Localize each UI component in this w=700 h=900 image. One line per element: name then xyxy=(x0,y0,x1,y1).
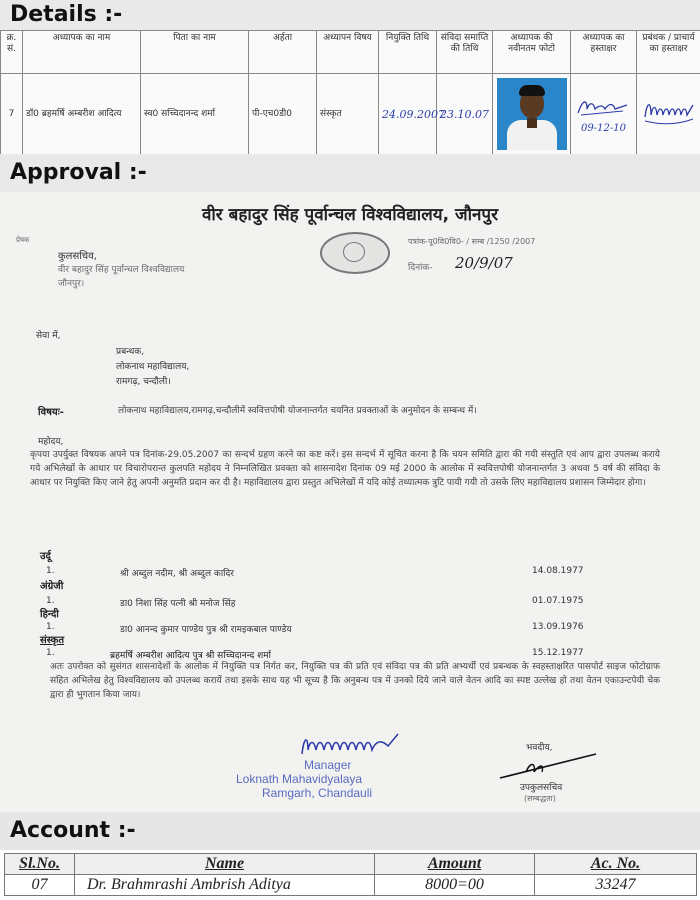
teacher-signature-date: 09-12-10 xyxy=(581,122,626,134)
teacher-photo xyxy=(497,78,567,150)
account-table-container xyxy=(0,850,700,900)
candidate-name: श्री अब्दुल नदीम, श्री अब्दुल कादिर xyxy=(120,569,234,579)
column-header: Amount xyxy=(375,854,535,875)
column-header: Name xyxy=(75,854,375,875)
letter-body: कृपया उपर्युक्त विषयक अपने पत्र दिनांक-29.05.2007 का सन्दर्भ ग्रहण करने का कष्ट करें। इस सन्दर्भ में सूचित करना है कि चयन समिति द्वारा की गयी संस्तुति एवं आप द्वारा उपलब्ध कराये गये अभिलेखों के आधार पर विचारोपरान्त कुलपति महोदय ने निम्नलिखित प्रवक्ता को शासनादेश दिनांक 09 मई 2000 के आलोक में स्ववित्तपोषी योजनान्तर्गत 3 अथवा 5 वर्ष की संविदा के आधार पर नियुक्ति किए जाने हेतु अपनी अनुमति प्रदान कर दी है। महाविद्यालय द्वारा प्रस्तुत अभिलेखों में यदि कोई तथ्यात्मक त्रुटि पायी गयी तो उसके लिए महाविद्यालय प्रशासन जिम्मेदार होगा। xyxy=(30,450,660,488)
signatory-title: उपकुलसचिव xyxy=(520,783,563,793)
deputy-registrar-signature xyxy=(496,748,606,782)
stamp-line: Ramgarh, Chandauli xyxy=(262,786,373,800)
column-header: पिता का नाम xyxy=(141,31,249,74)
manager-signature xyxy=(641,95,697,129)
section-label: संस्कृत xyxy=(40,635,65,646)
table-row xyxy=(5,875,697,896)
section-label: हिन्दी xyxy=(40,609,59,620)
recipient-label: सेवा में, xyxy=(36,331,61,341)
details-heading: Details :- xyxy=(10,2,123,27)
teacher-name-cell: डॉ0 ब्रहमर्षि अम्बरीश आदित्य xyxy=(23,74,141,155)
stamp-line: Manager xyxy=(304,758,352,772)
candidate-dob: 15.12.1977 xyxy=(532,648,584,658)
column-header: नियुक्ति तिथि xyxy=(379,31,437,74)
sender-line: कुलसचिव, xyxy=(58,251,97,262)
account-table xyxy=(4,853,697,896)
column-header: अध्यापक का हस्ताक्षर xyxy=(571,31,637,74)
appointment-date-cell: 24.09.2007 xyxy=(379,74,437,155)
account-name-cell: Dr. Brahmrashi Ambrish Aditya xyxy=(75,875,375,896)
account-heading-band xyxy=(0,812,700,850)
candidate-dob: 14.08.1977 xyxy=(532,566,584,576)
yours-faithfully: भवदीय, xyxy=(526,743,553,753)
candidate-dob: 13.09.1976 xyxy=(532,622,584,632)
university-title: वीर बहादुर सिंह पूर्वान्चल विश्वविद्यालय, जौनपुर xyxy=(201,205,499,225)
column-header: अध्यापन विषय xyxy=(317,31,379,74)
amount-cell: 8000=00 xyxy=(375,875,535,896)
manager-letter-signature xyxy=(296,728,406,760)
sender-line: जौनपुर। xyxy=(58,279,85,289)
teacher-signature-cell xyxy=(571,74,637,155)
serial-number-cell: 07 xyxy=(5,875,75,896)
candidate-name: ब्रहमर्षि अम्बरीश आदित्य पुत्र श्री सच्चिदानन्द शर्मा xyxy=(110,651,272,661)
sender-label: प्रेषक xyxy=(16,236,30,244)
list-number: 1. xyxy=(46,648,55,658)
section-label: उर्दू xyxy=(40,551,51,562)
subject-label: विषयः- xyxy=(38,407,64,418)
account-header-row xyxy=(5,854,697,875)
candidate-name: डा0 आनन्द कुमार पाण्डेय पुत्र श्री रामइकबाल पाण्डेय xyxy=(120,625,292,635)
signatory-subtitle: (सम्बद्धता) xyxy=(524,794,556,803)
table-row xyxy=(1,74,700,155)
column-header: Ac. No. xyxy=(535,854,697,875)
letter-date: 20/9/07 xyxy=(455,254,513,272)
approval-letter xyxy=(0,192,700,812)
reference-number: पत्रांक-पू0वि0वि0- / सम्ब /1250 /2007 xyxy=(408,237,536,246)
approval-heading-band xyxy=(0,154,700,192)
details-header-row xyxy=(1,31,700,74)
teacher-photo-cell xyxy=(493,74,571,155)
contract-end-date-cell: 23.10.07 xyxy=(437,74,493,155)
subject-text: लोकनाथ महाविद्यालय,रामगढ़,चन्दौलीमें स्ववित्तपोषी योजनान्तर्गत चयनित प्रवक्ताओं के अनुमोदन के सम्बन्ध में। xyxy=(118,406,477,416)
serial-number-cell: 7 xyxy=(1,74,23,155)
subject-cell: संस्कृत xyxy=(317,74,379,155)
account-heading: Account :- xyxy=(10,818,136,843)
recipient-line: लोकनाथ महाविद्यालय, xyxy=(116,362,190,372)
list-number: 1. xyxy=(46,596,55,606)
column-header: क्र. सं. xyxy=(1,31,23,74)
qualification-cell: पी-एच0डी0 xyxy=(249,74,317,155)
closing-paragraph: अतः उपरोक्त को सुसंगत शासनादेशों के आलोक में नियुक्ति पत्र निर्गत कर, नियुक्ति पत्र की प्रति एवं संविदा पत्र की प्रति अभ्यर्थी एवं प्रबन्धक के स्वहस्ताक्षरित पासपोर्ट साइज फोटोग्राफ सहित अभिलेख हेतु विश्वविद्यालय को उपलब्ध करायें तथा इसके साथ यह भी सूच्य है कि अनुबन्ध पत्र में उनको दिये जाने वाले वेतन आदि का स्पष्ट उल्लेख हो तथा वेतन एकाउन्टपेयी चेक द्वारा ही भुगतान किया जाय। xyxy=(50,662,660,700)
details-table xyxy=(0,30,700,155)
letter-date-label: दिनांक- xyxy=(408,263,433,273)
candidate-dob: 01.07.1975 xyxy=(532,596,584,606)
section-label: अंग्रेजी xyxy=(40,581,64,592)
details-heading-band xyxy=(0,0,700,30)
column-header: अध्यापक की नवीनतम फोटो xyxy=(493,31,571,74)
column-header: Sl.No. xyxy=(5,854,75,875)
recipient-line: प्रबन्धक, xyxy=(116,347,145,357)
university-seal xyxy=(320,232,390,274)
salutation: महोदय, xyxy=(38,437,64,447)
recipient-line: रामगढ़, चन्दौली। xyxy=(116,377,171,387)
stamp-line: Loknath Mahavidyalaya xyxy=(236,772,363,786)
manager-signature-cell xyxy=(637,74,700,155)
approval-heading: Approval :- xyxy=(10,160,147,185)
details-table-container xyxy=(0,30,700,154)
account-number-cell: 33247 xyxy=(535,875,697,896)
column-header: प्रबंधक / प्राचार्य का हस्ताक्षर xyxy=(637,31,700,74)
column-header: संविदा समाप्ति की तिथि xyxy=(437,31,493,74)
list-number: 1. xyxy=(46,622,55,632)
father-name-cell: स्व0 सच्चिदानन्द शर्मा xyxy=(141,74,249,155)
sender-line: वीर बहादुर सिंह पूर्वान्चल विश्वविद्यालय xyxy=(58,265,185,275)
column-header: अध्यापक का नाम xyxy=(23,31,141,74)
candidate-name: डा0 निशा सिंह पत्नी श्री मनोज सिंह xyxy=(120,599,236,609)
list-number: 1. xyxy=(46,566,55,576)
teacher-signature xyxy=(575,95,633,119)
column-header: अर्हता xyxy=(249,31,317,74)
